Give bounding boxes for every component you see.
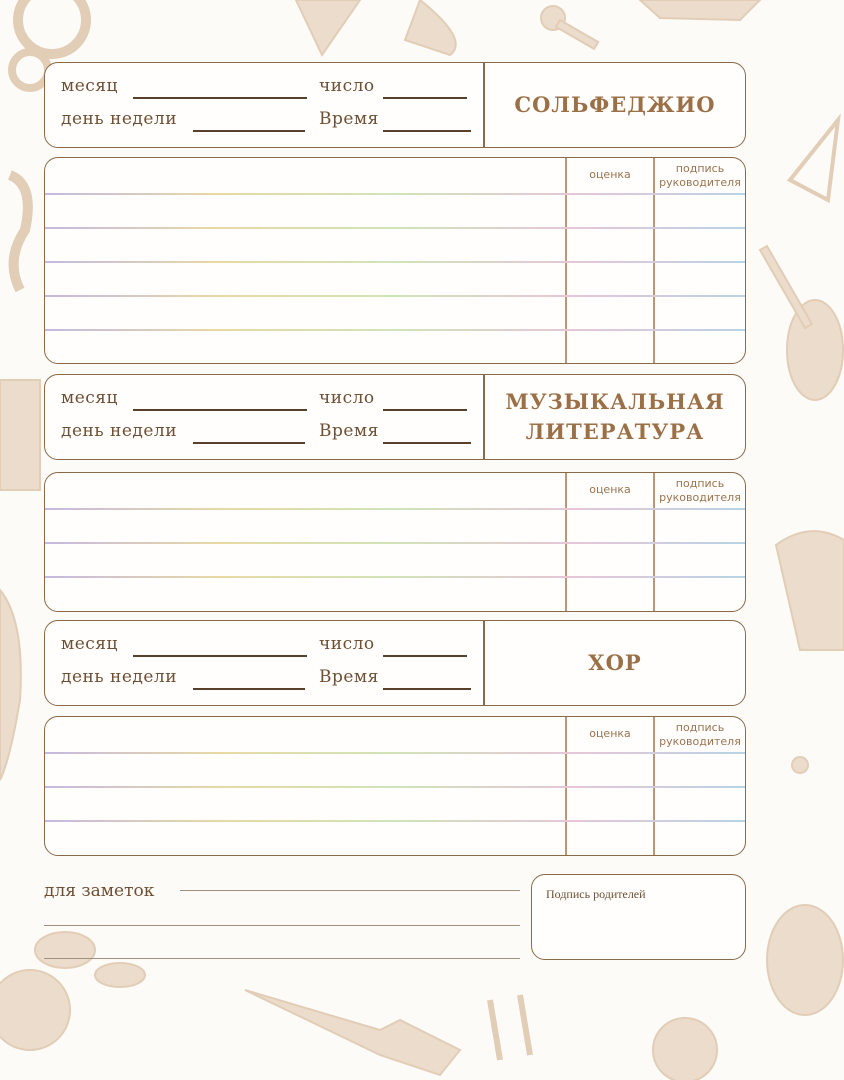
table-row[interactable] <box>45 508 745 510</box>
subject-title: СОЛЬФЕДЖИО <box>514 92 716 117</box>
homework-table-2[interactable] <box>44 472 746 612</box>
table-row[interactable] <box>45 227 745 229</box>
time-label: Время <box>319 109 379 129</box>
parent-signature-box[interactable] <box>531 874 746 960</box>
weekday-field[interactable] <box>193 688 305 690</box>
lesson-header-2 <box>44 374 746 460</box>
homework-table-3[interactable] <box>44 716 746 856</box>
month-label: месяц <box>61 388 118 408</box>
table-row[interactable] <box>45 820 745 822</box>
subject-title: МУЗЫКАЛЬНАЯ ЛИТЕРАТУРА <box>505 389 725 444</box>
grade-header: оценка <box>589 727 631 740</box>
table-row[interactable] <box>45 786 745 788</box>
vinyl-icon <box>653 1018 717 1080</box>
notes-line[interactable] <box>180 890 520 891</box>
notes-line[interactable] <box>44 958 520 959</box>
supervisor-signature-header: подпись руководителя <box>659 477 741 504</box>
balalaika-icon <box>296 0 360 55</box>
weekday-label: день недели <box>61 109 178 129</box>
time-field[interactable] <box>383 688 471 690</box>
notes-label: для заметок <box>44 881 155 901</box>
time-label: Время <box>319 667 379 687</box>
table-row[interactable] <box>45 193 745 195</box>
table-row[interactable] <box>45 576 745 578</box>
month-field[interactable] <box>133 97 307 99</box>
supervisor-signature-header: подпись руководителя <box>659 721 741 748</box>
violin-icon <box>787 300 843 400</box>
time-field[interactable] <box>383 442 471 444</box>
notes-line[interactable] <box>44 925 520 926</box>
harp-icon <box>405 0 456 55</box>
supervisor-signature-header: подпись руководителя <box>659 162 741 189</box>
drum-icon <box>776 531 844 650</box>
month-field[interactable] <box>133 655 307 657</box>
table-row[interactable] <box>45 542 745 544</box>
treble-clef-icon <box>10 175 28 290</box>
subject-title: ХОР <box>588 650 642 675</box>
lesson-header-3 <box>44 620 746 706</box>
grade-header: оценка <box>589 168 631 181</box>
weekday-label: день недели <box>61 667 178 687</box>
horn-icon <box>18 0 86 54</box>
music-notes-icon <box>490 995 530 1060</box>
table-row[interactable] <box>45 752 745 754</box>
lesson-header-1 <box>44 62 746 148</box>
table-row[interactable] <box>45 261 745 263</box>
number-field[interactable] <box>383 655 467 657</box>
piano-icon <box>0 380 40 490</box>
number-field[interactable] <box>383 97 467 99</box>
number-label: число <box>319 388 375 408</box>
month-label: месяц <box>61 76 118 96</box>
table-row[interactable] <box>45 329 745 331</box>
homework-table-1[interactable] <box>44 157 746 364</box>
triangle-icon <box>790 120 838 200</box>
number-label: число <box>319 634 375 654</box>
grade-header: оценка <box>589 483 631 496</box>
note-icon <box>792 757 808 773</box>
time-field[interactable] <box>383 130 471 132</box>
time-label: Время <box>319 421 379 441</box>
electric-guitar-icon <box>245 990 460 1075</box>
guitar-icon <box>640 0 760 20</box>
drum-kit-icon <box>35 932 95 968</box>
number-field[interactable] <box>383 409 467 411</box>
number-label: число <box>319 76 375 96</box>
tuba-icon <box>767 905 843 1015</box>
weekday-field[interactable] <box>193 442 305 444</box>
weekday-field[interactable] <box>193 130 305 132</box>
weekday-label: день недели <box>61 421 178 441</box>
month-field[interactable] <box>133 409 307 411</box>
saxophone-icon <box>0 590 21 780</box>
month-label: месяц <box>61 634 118 654</box>
parent-signature-label: Подпись родителей <box>546 887 646 901</box>
table-row[interactable] <box>45 295 745 297</box>
